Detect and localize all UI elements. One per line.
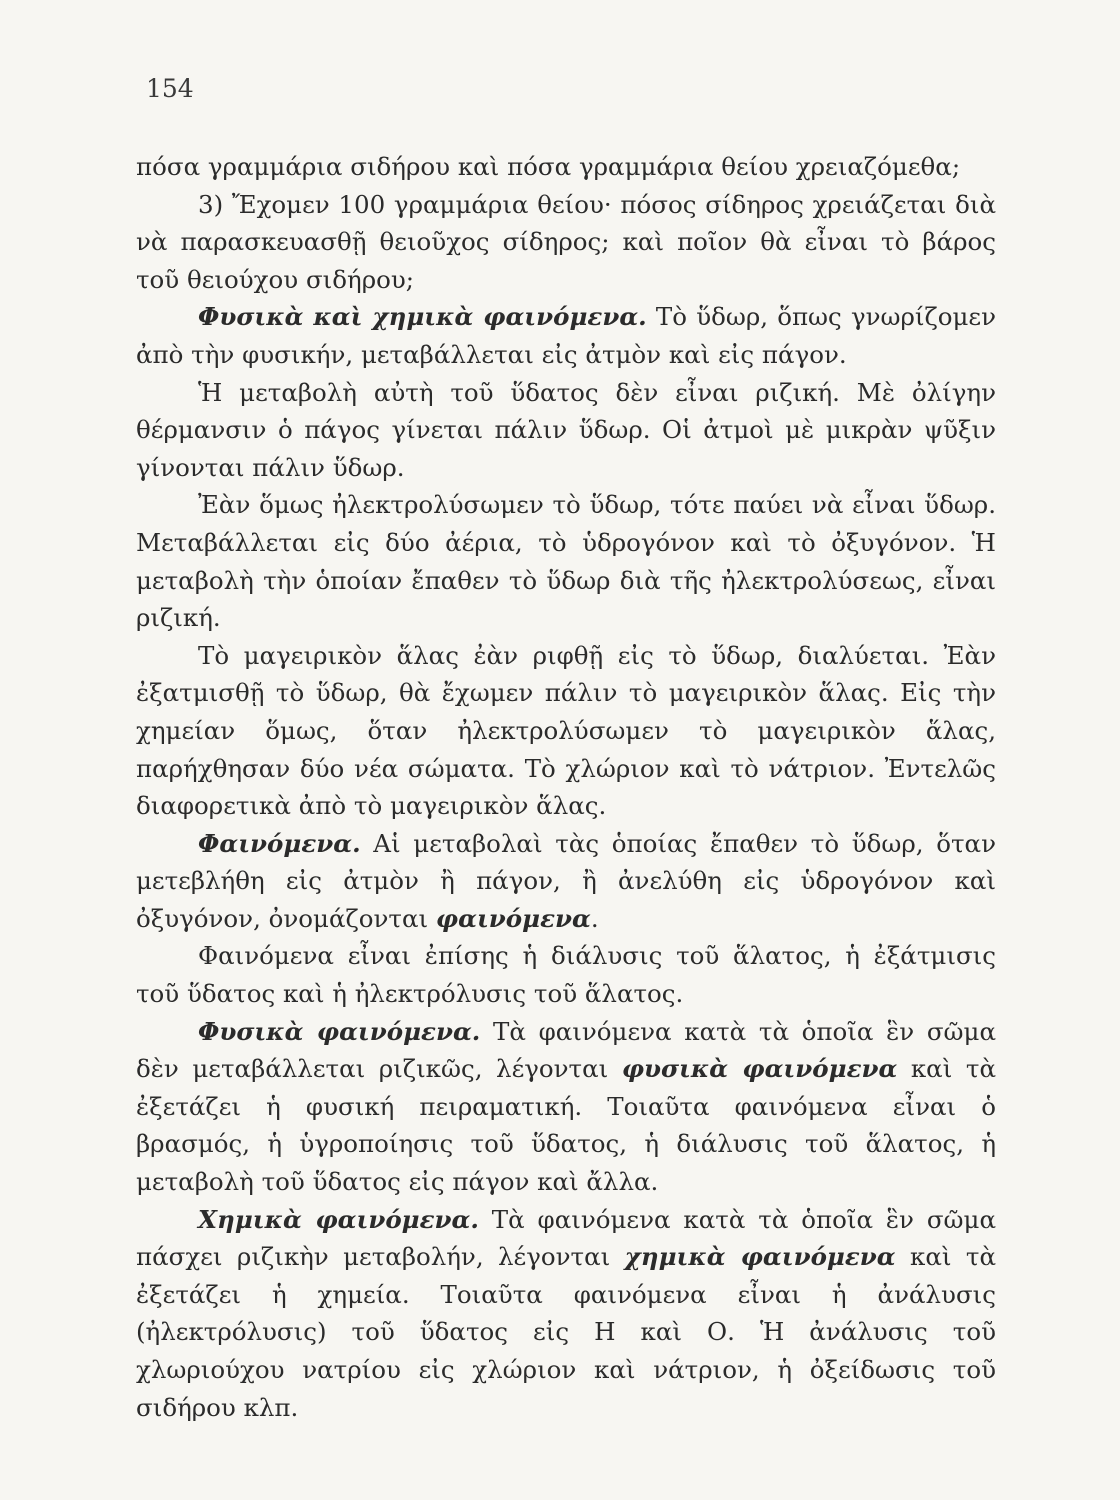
- paragraph-water-change: [136, 374, 996, 487]
- paragraph-chemical-phenomena: [136, 1201, 996, 1427]
- emphasized-term: φαινόμενα: [435, 903, 591, 933]
- paragraph-text: Ἐὰν ὅμως ἠλεκτρολύσωμεν τὸ ὕδωρ, τότε παύει νὰ εἶναι ὕδωρ. Μεταβάλλεται εἰς δύο ἀέρια, τὸ ὑδρογόνον καὶ τὸ ὀξυγόνον. Ἡ μεταβολὴ τὴν ὁποίαν ἔπαθεν τὸ ὕδωρ διὰ τῆς ἠλεκτρολύσεως, εἶναι ριζική.: [136, 490, 996, 633]
- page-number: 154: [146, 74, 194, 103]
- paragraph-question-3: [136, 186, 996, 299]
- emphasized-term: φυσικὰ φαινόμενα: [621, 1054, 898, 1084]
- emphasized-term: χημικὰ φαινόμενα: [624, 1242, 896, 1272]
- section-heading: Χημικὰ φαινόμενα.: [198, 1204, 479, 1234]
- paragraph-salt: [136, 637, 996, 825]
- body-text: [136, 148, 996, 1426]
- paragraph-electrolysis-water: [136, 486, 996, 636]
- paragraph-text: Τὰ φαινόμενα κατὰ τὰ ὁποῖα ἓν σῶμα πάσχει ριζικὴν μεταβολήν, λέγονται: [136, 1204, 996, 1272]
- paragraph-text: .: [590, 903, 599, 933]
- section-heading: Φυσικὰ καὶ χημικὰ φαινόμενα.: [198, 302, 647, 332]
- paragraph-question-continued: [136, 148, 996, 186]
- paragraph-text: Ἡ μεταβολὴ αὐτὴ τοῦ ὕδατος δὲν εἶναι ριζική. Μὲ ὀλίγην θέρμανσιν ὁ πάγος γίνεται πάλιν ὕδωρ. Οἱ ἀτμοὶ μὲ μικρὰν ψῦξιν γίνονται πάλιν ὕδωρ.: [136, 377, 996, 482]
- paragraph-text: 3) Ἔχομεν 100 γραμμάρια θείου· πόσος σίδηρος χρειάζεται διὰ νὰ παρασκευασθῇ θειοῦχος σίδηρος; καὶ ποῖον θὰ εἶναι τὸ βάρος τοῦ θειούχου σιδήρου;: [136, 189, 996, 294]
- paragraph-physical-phenomena: [136, 1013, 996, 1201]
- paragraph-text: καὶ τὰ ἐξετάζει ἡ χημεία. Τοιαῦτα φαινόμενα εἶναι ἡ ἀνάλυσις (ἠλεκτρόλυσις) τοῦ ὕδατος εἰς Η καὶ Ο. Ἡ ἀνάλυσις τοῦ χλωριούχου νατρίου εἰς χλώριον καὶ νάτριον, ἡ ὀξείδωσις τοῦ σιδήρου κλπ.: [136, 1242, 996, 1422]
- paragraph-text: πόσα γραμμάρια σιδήρου καὶ πόσα γραμμάρια θείου χρειαζόμεθα;: [136, 152, 961, 181]
- section-heading: Φυσικὰ φαινόμενα.: [198, 1016, 481, 1046]
- paragraph-text: Τὰ φαινόμενα κατὰ τὰ ὁποῖα ἓν σῶμα δὲν μεταβάλλεται ριζικῶς, λέγονται: [136, 1016, 996, 1084]
- paragraph-text: Φαινόμενα εἶναι ἐπίσης ἡ διάλυσις τοῦ ἅλατος, ἡ ἐξάτμισις τοῦ ὕδατος καὶ ἡ ἠλεκτρόλυσις τοῦ ἅλατος.: [136, 941, 996, 1009]
- paragraph-physical-chemical-phenomena: [136, 298, 996, 373]
- section-heading: Φαινόμενα.: [198, 828, 361, 858]
- paragraph-phenomena-definition: [136, 825, 996, 938]
- paragraph-text: Τὸ μαγειρικὸν ἅλας ἐὰν ριφθῇ εἰς τὸ ὕδωρ, διαλύεται. Ἐὰν ἐξατμισθῇ τὸ ὕδωρ, θὰ ἔχωμεν πάλιν τὸ μαγειρικὸν ἅλας. Εἰς τὴν χημείαν ὅμως, ὅταν ἠλεκτρολύσωμεν τὸ μαγειρικὸν ἅλας, παρήχθησαν δύο νέα σώματα. Τὸ χλώριον καὶ τὸ νάτριον. Ἐντελῶς διαφορετικὰ ἀπὸ τὸ μαγειρικὸν ἅλας.: [136, 640, 996, 821]
- paragraph-text: καὶ τὰ ἐξετάζει ἡ φυσική πειραματική. Τοιαῦτα φαινόμενα εἶναι ὁ βρασμός, ἡ ὑγροποίησις τοῦ ὕδατος, ἡ διάλυσις τοῦ ἅλατος, ἡ μεταβολὴ τοῦ ὕδατος εἰς πάγον καὶ ἄλλα.: [136, 1054, 996, 1197]
- paragraph-text: Αἱ μεταβολαὶ τὰς ὁποίας ἔπαθεν τὸ ὕδωρ, ὅταν μετεβλήθη εἰς ἀτμὸν ἢ πάγον, ἢ ἀνελύθη εἰς ὑδρογόνον καὶ ὀξυγόνον, ὀνομάζονται: [136, 828, 996, 933]
- paragraph-text: Τὸ ὕδωρ, ὅπως γνωρίζομεν ἀπὸ τὴν φυσικήν, μεταβάλλεται εἰς ἀτμὸν καὶ εἰς πάγον.: [136, 302, 997, 369]
- paragraph-phenomena-examples: [136, 937, 996, 1012]
